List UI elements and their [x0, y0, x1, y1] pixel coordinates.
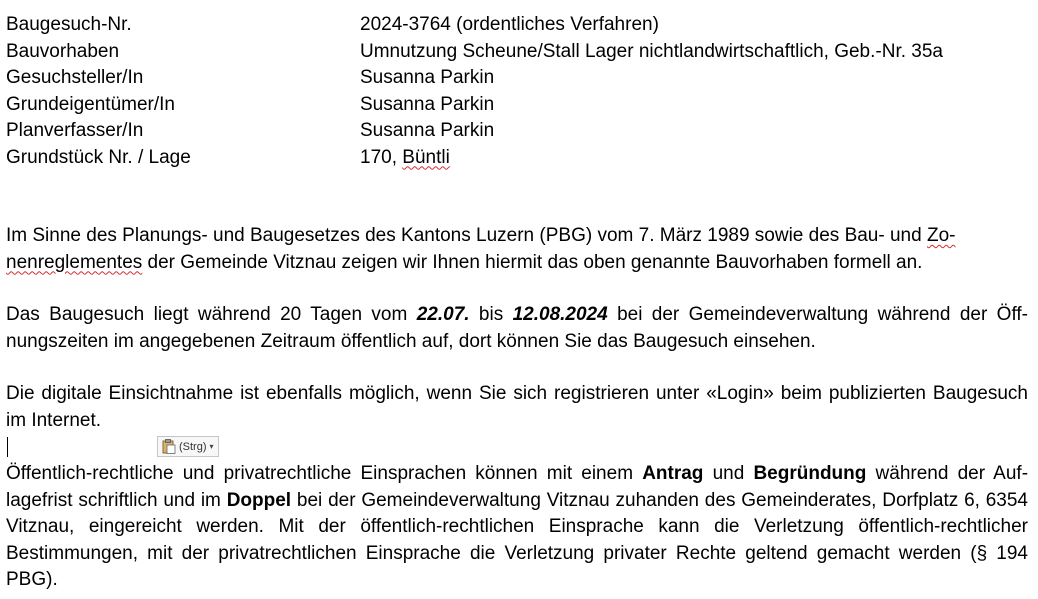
info-row [6, 92, 943, 119]
info-row [6, 145, 943, 172]
bold-doppel: Doppel [226, 489, 292, 511]
paste-options-button[interactable] [157, 436, 219, 457]
info-value: Susanna Parkin [360, 93, 495, 115]
info-label: Gesuchsteller/In [6, 67, 144, 88]
info-value: Umnutzung Scheune/Stall Lager nichtlandwirtschaftlich, Geb.-Nr. 35a [360, 40, 943, 62]
info-value: Susanna Parkin [360, 120, 495, 141]
info-row [6, 12, 943, 39]
spellcheck-flagged-word[interactable]: Büntli [402, 146, 450, 168]
value-prefix: 170, [360, 146, 403, 168]
clipboard-icon [162, 439, 176, 454]
info-value: 2024-3764 (ordentliches Verfahren) [360, 14, 659, 35]
info-value: Susanna Parkin [360, 67, 495, 88]
dropdown-arrow-icon: ▾ [209, 442, 214, 451]
info-row [6, 118, 943, 145]
info-label: Baugesuch-Nr. [6, 14, 132, 35]
info-label: Grundstück Nr. / Lage [6, 146, 191, 168]
info-table [6, 12, 943, 171]
paste-options-label: (Strg) [179, 440, 207, 453]
spellcheck-flagged-word[interactable]: Zo- [926, 225, 956, 246]
date-to: 12.08.2024 [512, 304, 608, 325]
paragraph-legal-basis: Im Sinne des Planungs- und Baugesetzes des Kantons Luzern (PBG) vom 7. März 1989 sowie des Bau- und Zo- nenreglementes der Gemeinde Vitznau zeigen wir Ihnen hiermit das oben genannte Bauvorhaben formell an. [6, 225, 956, 273]
paragraph-digital-access: Die digitale Einsichtnahme ist ebenfalls möglich, wenn Sie sich registrieren unter «Login» beim publizierten Baugesuch im Internet. [6, 383, 1028, 431]
spellcheck-flagged-word[interactable]: nenreglementes [6, 251, 143, 273]
paragraph-public-display: Das Baugesuch liegt während 20 Tagen vom 22.07. bis 12.08.2024 bei der Gemeindeverwaltung während der Öffnungszeiten im angegebenen Zeitraum öffentlich auf, dort können Sie das Baugesuch einsehen. [6, 304, 1028, 352]
bold-antrag: Antrag [642, 463, 704, 484]
info-label: Bauvorhaben [6, 40, 120, 62]
info-label: Planverfasser/In [6, 120, 144, 141]
date-from: 22.07. [416, 304, 470, 325]
paragraph-objections: Öffentlich-rechtliche und privatrechtliche Einsprachen können mit einem Antrag und Begründung während der Auflagefrist schriftlich und im Doppel bei der Gemeindeverwaltung Vitznau zuhanden des Gemeinderates, Dorfplatz 6, 6354 Vitznau, eingereicht werden. Mit der öffentlich-rechtlichen Einsprache kann die Verletzung öffentlich-rechtlicher Bestimmungen, mit der privatrechtlichen Einsprache die Verletzung privater Rechte geltend gemacht werden (§ 194 PBG). [6, 463, 1029, 590]
info-row [6, 65, 943, 92]
bold-begruendung: Begründung [753, 463, 867, 484]
info-value [360, 145, 450, 172]
text-cursor [7, 437, 8, 457]
info-row [6, 39, 943, 66]
info-label: Grundeigentümer/In [6, 93, 175, 115]
